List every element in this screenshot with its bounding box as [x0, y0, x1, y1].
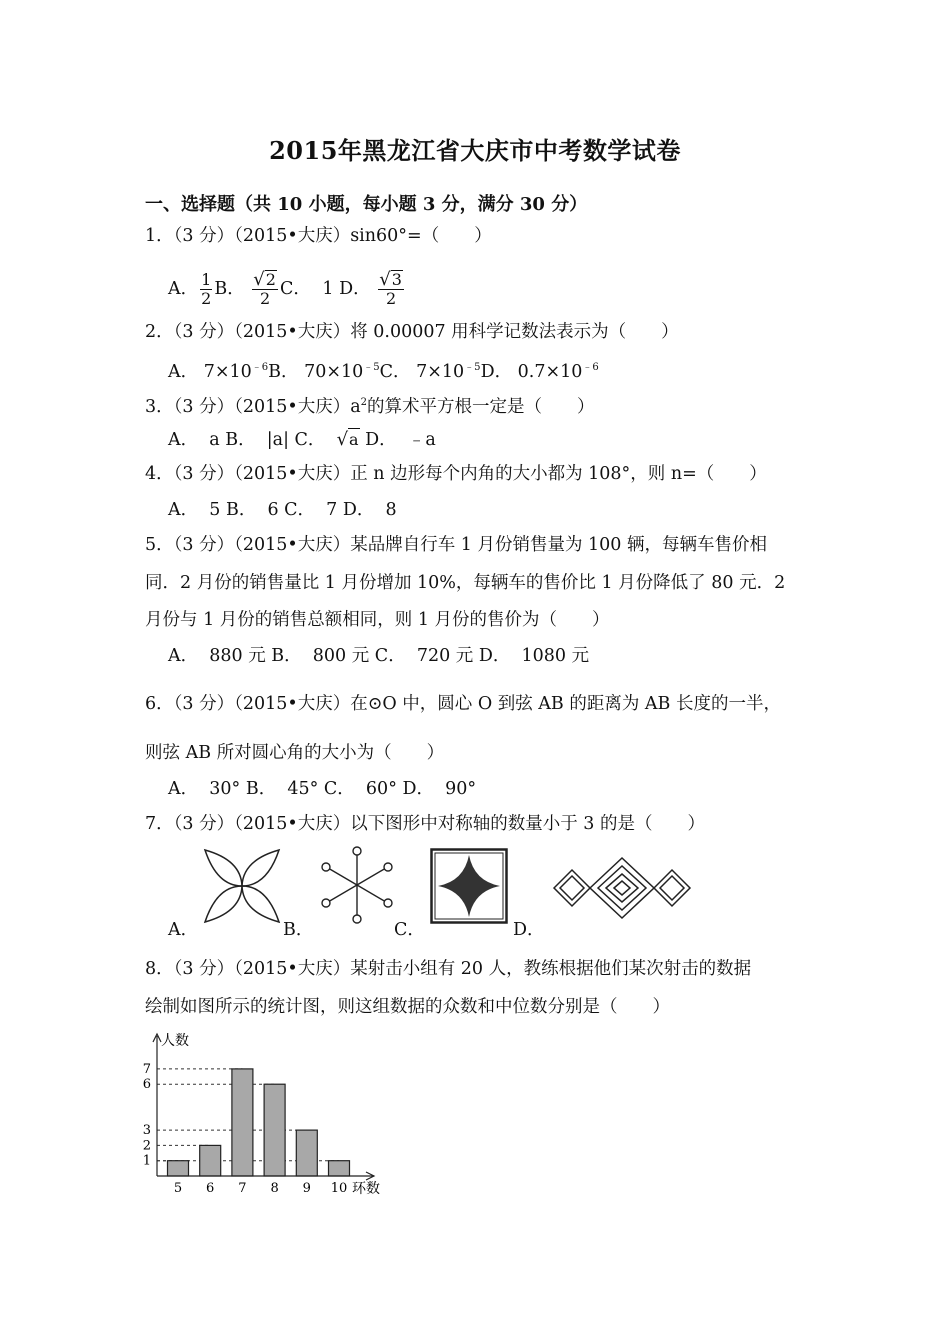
figure-label-a: A． — [168, 920, 199, 940]
sqrt-sign: √ — [336, 429, 349, 450]
bar-7 — [232, 1069, 253, 1176]
y-tick-label: 1 — [142, 1153, 151, 1169]
question-1-options — [168, 270, 406, 308]
option-c-label: C． — [279, 278, 311, 299]
bar-chart — [130, 1028, 400, 1204]
question-8-line-2: 绘制如图所示的统计图，则这组数据的众数和中位数分别是（ ） — [145, 997, 670, 1017]
figure-label-b: B． — [283, 920, 314, 940]
question-4: 4．（3 分）（2015•大庆）正 n 边形每个内角的大小都为 108°，则 n=（ ） — [145, 464, 767, 484]
bar-5 — [168, 1161, 189, 1176]
y-tick-label: 3 — [142, 1123, 151, 1139]
question-8-line-1: 8．（3 分）（2015•大庆）某射击小组有 20 人，教练根据他们某次射击的数据 — [145, 959, 752, 979]
page-title: 2015年黑龙江省大庆市中考数学试卷 — [269, 136, 681, 165]
figure-label-d: D． — [513, 920, 545, 940]
x-tick-label: 9 — [302, 1181, 311, 1196]
question-7: 7．（3 分）（2015•大庆）以下图形中对称轴的数量小于 3 的是（ ） — [145, 814, 705, 834]
question-6-options: A． 30° B． 45° C． 60° D． 90° — [168, 779, 477, 799]
question-5-options: A． 880 元 B． 800 元 C． 720 元 D． 1080 元 — [168, 646, 590, 666]
x-tick-label: 5 — [173, 1181, 183, 1196]
figure-label-c: C． — [394, 920, 425, 940]
bar-6 — [200, 1145, 221, 1176]
question-2: 2．（3 分）（2015•大庆）将 0.00007 用科学记数法表示为（ ） — [145, 322, 679, 342]
petal — [205, 850, 242, 886]
bar-10 — [329, 1161, 350, 1176]
question-5-line-2: 同．2 月份的销售量比 1 月份增加 10%，每辆车的售价比 1 月份降低了 80 元．2 — [145, 573, 786, 593]
question-5-line-3: 月份与 1 月份的销售总额相同，则 1 月份的售价为（ ） — [145, 610, 610, 630]
fraction-sqrt2-over-2: $\frac{√2}{2}$ — [253, 269, 276, 308]
fraction-sqrt3-over-2: $\frac{√3}{2}$ — [379, 269, 402, 308]
x-axis-label: 环数 — [352, 1181, 380, 1197]
petal — [242, 886, 279, 922]
bar-9 — [296, 1130, 317, 1176]
fraction-one-half: $\frac{1}{2}$ — [201, 269, 212, 308]
option-c-value: 1 — [322, 278, 334, 299]
question-2-options: A． $7\times 10^{﹣6}B$． $70\times 10^{﹣5}C$． $7\times 10^{﹣5}D$． $0.7\times 10^{﹣6}$ — [168, 362, 599, 382]
petal — [242, 850, 279, 886]
y-tick-label: 7 — [142, 1061, 151, 1077]
x-tick-label: 6 — [206, 1181, 215, 1196]
figure-a-four-petal — [203, 848, 281, 924]
x-tick-label: 10 — [330, 1181, 348, 1196]
question-3: 3．（3 分）（2015•大庆）$a^2$的算术平方根一定是（ ） — [145, 397, 595, 417]
option-d-label: D． — [339, 278, 371, 299]
question-5-line-1: 5．（3 分）（2015•大庆）某品牌自行车 1 月份销售量为 100 辆，每辆车售价相 — [145, 535, 767, 555]
bar-8 — [264, 1084, 285, 1176]
question-6-line-1: 6．（3 分）（2015•大庆）在⊙O 中，圆心 O 到弦 AB 的距离为 AB 长度的一半， — [145, 694, 781, 714]
petal — [205, 886, 242, 922]
x-tick-label: 7 — [238, 1181, 247, 1196]
option-b-label: B． — [214, 278, 245, 299]
y-axis-label: 人数 — [161, 1033, 189, 1049]
y-tick-label: 2 — [142, 1138, 151, 1154]
figure-c-square-star — [430, 848, 508, 924]
x-tick-label: 8 — [270, 1181, 279, 1196]
figure-b-six-arm-star — [318, 846, 396, 924]
section-heading: 一、选择题（共 10 小题，每小题 3 分，满分 30 分） — [145, 194, 588, 215]
figure-d-diamond-knot — [552, 856, 692, 920]
question-3-options: A． a B． |a| C． √a D． ﹣a — [168, 429, 436, 450]
y-tick-label: 6 — [142, 1077, 151, 1093]
question-1: 1．（3 分）（2015•大庆）sin60°=（ ） — [145, 226, 492, 246]
option-a-label: A． — [168, 278, 199, 299]
question-4-options: A． 5 B． 6 C． 7 D． 8 — [168, 500, 397, 520]
question-6-line-2: 则弦 AB 所对圆心角的大小为（ ） — [145, 743, 445, 763]
